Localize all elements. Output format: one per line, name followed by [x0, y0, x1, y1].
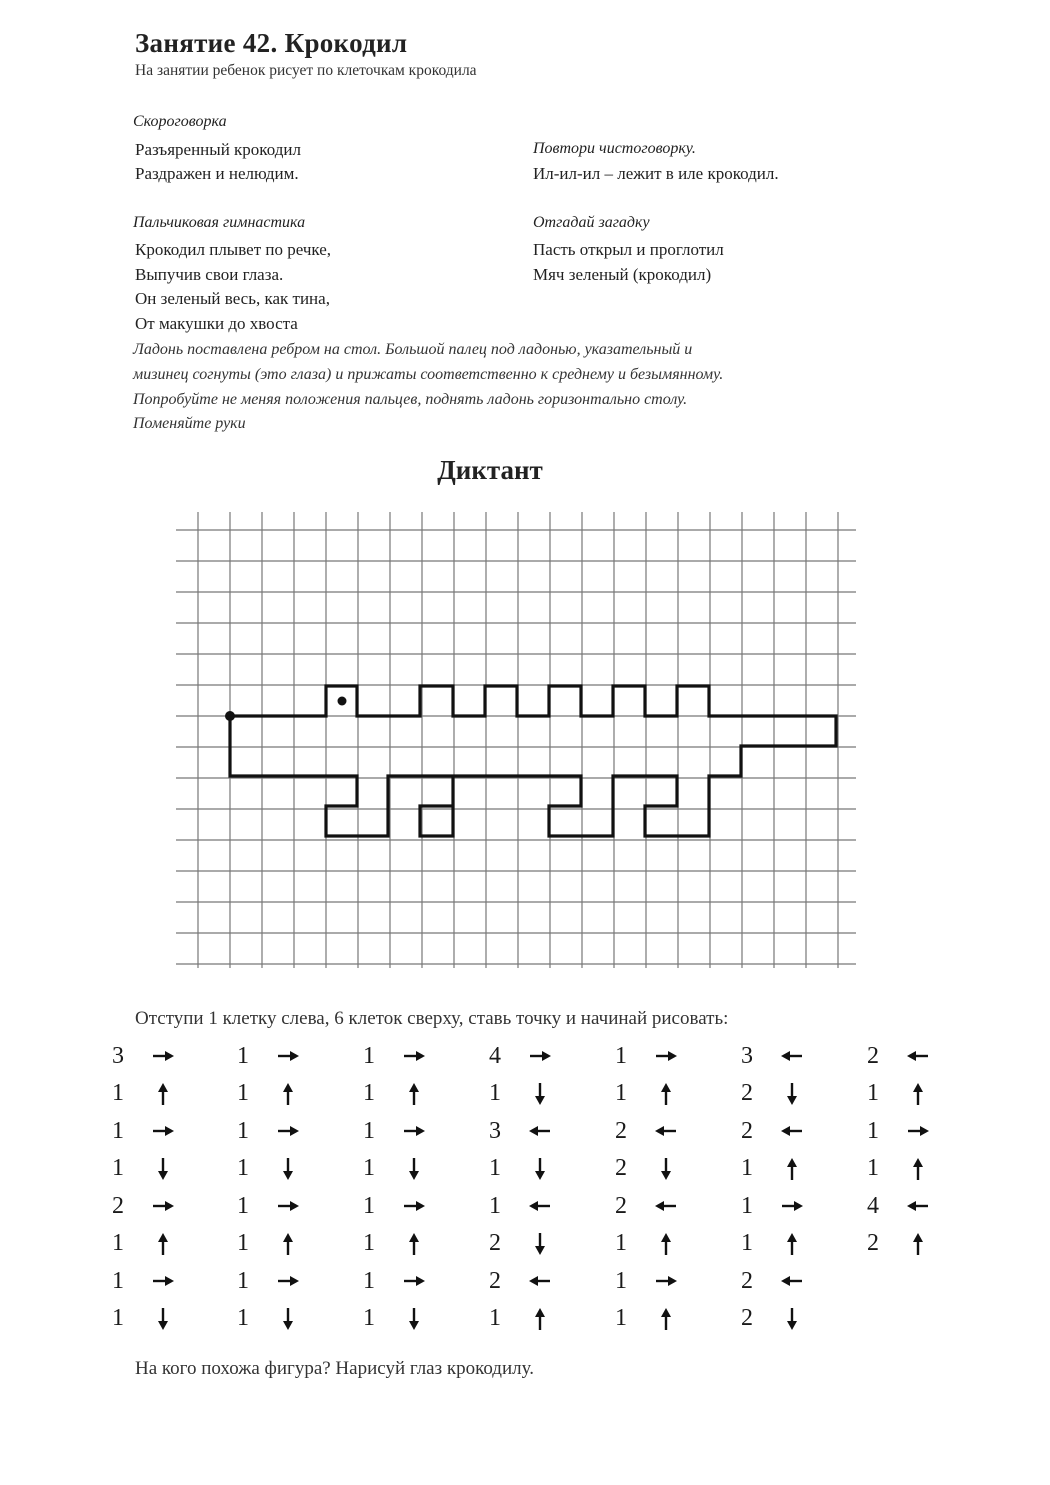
finger-gym-line: Он зеленый весь, как тина, [135, 289, 330, 308]
arrow-right-icon [527, 1043, 553, 1069]
step-count: 1 [615, 1042, 627, 1069]
dictation-step [489, 1153, 553, 1185]
dictation-step [741, 1303, 805, 1335]
step-count: 1 [363, 1230, 375, 1256]
step-count: 1 [363, 1080, 375, 1106]
arrow-right-icon [275, 1043, 301, 1069]
arrow-up-icon [905, 1156, 931, 1182]
dictation-step [489, 1265, 553, 1297]
step-count: 2 [741, 1267, 753, 1294]
step-count: 2 [112, 1192, 124, 1219]
dictation-step [363, 1115, 427, 1147]
step-count: 2 [867, 1042, 879, 1069]
arrow-left-icon [905, 1043, 931, 1069]
arrow-right-icon [401, 1268, 427, 1294]
step-count: 1 [237, 1042, 249, 1069]
arrow-right-icon [779, 1193, 805, 1219]
dictation-step [237, 1265, 301, 1297]
step-count: 1 [363, 1267, 375, 1294]
dictation-step [112, 1190, 176, 1222]
arrow-down-icon [527, 1081, 553, 1107]
arrow-down-icon [779, 1306, 805, 1332]
step-count: 1 [237, 1192, 249, 1219]
arrow-down-icon [653, 1156, 679, 1182]
dictation-step [489, 1190, 553, 1222]
dictation-step [112, 1040, 176, 1072]
step-count: 1 [112, 1117, 124, 1144]
arrow-right-icon [275, 1193, 301, 1219]
step-count: 2 [615, 1192, 627, 1219]
dictation-step [741, 1115, 805, 1147]
step-count: 2 [867, 1230, 879, 1256]
arrow-down-icon [275, 1156, 301, 1182]
step-count: 2 [741, 1305, 753, 1331]
start-dot [225, 711, 235, 721]
arrow-down-icon [150, 1156, 176, 1182]
arrow-left-icon [779, 1043, 805, 1069]
pure-phrase-line: Ил-ил-ил – лежит в иле крокодил. [533, 164, 779, 183]
instruction-note-line: Поменяйте руки [133, 415, 246, 432]
arrow-down-icon [401, 1306, 427, 1332]
arrow-right-icon [653, 1268, 679, 1294]
dictation-step [237, 1078, 301, 1110]
crocodile-outline [230, 686, 836, 836]
arrow-up-icon [150, 1081, 176, 1107]
arrow-down-icon [527, 1156, 553, 1182]
step-count: 1 [112, 1155, 124, 1181]
dictation-step [237, 1190, 301, 1222]
arrow-up-icon [779, 1156, 805, 1182]
step-count: 1 [237, 1230, 249, 1256]
arrow-left-icon [905, 1193, 931, 1219]
arrow-right-icon [150, 1043, 176, 1069]
step-count: 2 [741, 1080, 753, 1106]
arrow-left-icon [527, 1118, 553, 1144]
dictation-step [867, 1228, 931, 1260]
dictation-step [741, 1153, 805, 1185]
dictation-step [237, 1228, 301, 1260]
step-count: 1 [489, 1305, 501, 1331]
arrow-up-icon [275, 1081, 301, 1107]
dictation-step [741, 1190, 805, 1222]
arrow-up-icon [275, 1231, 301, 1257]
arrow-left-icon [653, 1193, 679, 1219]
pure-phrase-heading: Повтори чистоговорку. [533, 140, 696, 157]
step-count: 1 [112, 1230, 124, 1256]
arrow-left-icon [527, 1268, 553, 1294]
eye-dot [338, 697, 347, 706]
arrow-left-icon [527, 1193, 553, 1219]
arrow-right-icon [401, 1043, 427, 1069]
step-count: 3 [112, 1042, 124, 1069]
dictation-step [489, 1040, 553, 1072]
arrow-up-icon [527, 1306, 553, 1332]
dictation-step [363, 1153, 427, 1185]
riddle-heading: Отгадай загадку [533, 214, 650, 231]
step-count: 1 [112, 1305, 124, 1331]
dictation-step [363, 1303, 427, 1335]
step-count: 1 [237, 1117, 249, 1144]
step-count: 1 [741, 1155, 753, 1181]
dictation-step [615, 1190, 679, 1222]
dictation-step [489, 1228, 553, 1260]
step-count: 3 [489, 1117, 501, 1144]
arrow-right-icon [401, 1118, 427, 1144]
arrow-down-icon [150, 1306, 176, 1332]
dictation-step [237, 1153, 301, 1185]
step-count: 1 [363, 1192, 375, 1219]
step-count: 2 [741, 1117, 753, 1144]
dictation-step [867, 1190, 931, 1222]
arrow-up-icon [905, 1081, 931, 1107]
step-count: 2 [615, 1117, 627, 1144]
dictation-step [615, 1303, 679, 1335]
arrow-down-icon [401, 1156, 427, 1182]
instruction-note-line: Ладонь поставлена ребром на стол. Большой палец под ладонью, указательный и [133, 341, 693, 358]
finger-gym-line: От макушки до хвоста [135, 314, 298, 333]
arrow-left-icon [779, 1268, 805, 1294]
step-count: 1 [867, 1080, 879, 1106]
arrow-down-icon [779, 1081, 805, 1107]
step-count: 1 [615, 1230, 627, 1256]
step-count: 1 [237, 1305, 249, 1331]
dictation-step [741, 1228, 805, 1260]
arrow-right-icon [401, 1193, 427, 1219]
arrow-up-icon [401, 1231, 427, 1257]
dictation-step [112, 1303, 176, 1335]
step-count: 1 [237, 1080, 249, 1106]
step-count: 4 [489, 1042, 501, 1069]
dictation-step [867, 1078, 931, 1110]
step-count: 1 [112, 1080, 124, 1106]
dictation-step [237, 1303, 301, 1335]
dictation-step [615, 1228, 679, 1260]
dictation-step [112, 1265, 176, 1297]
finger-gym-line: Выпучив свои глаза. [135, 265, 284, 284]
dictation-step [363, 1040, 427, 1072]
arrow-left-icon [779, 1118, 805, 1144]
arrow-up-icon [905, 1231, 931, 1257]
tongue-twister-line: Разъяренный крокодил [135, 140, 301, 159]
arrow-right-icon [150, 1193, 176, 1219]
step-count: 1 [237, 1267, 249, 1294]
dictation-step [112, 1078, 176, 1110]
dictation-instruction: Отступи 1 клетку слева, 6 клеток сверху, ставь точку и начинай рисовать: [135, 1008, 729, 1029]
dictation-step [489, 1115, 553, 1147]
dictation-step [741, 1265, 805, 1297]
page-subtitle: На занятии ребенок рисует по клеточкам крокодила [135, 62, 477, 79]
step-count: 1 [867, 1155, 879, 1181]
arrow-up-icon [150, 1231, 176, 1257]
arrow-up-icon [653, 1306, 679, 1332]
step-count: 1 [363, 1042, 375, 1069]
step-count: 1 [237, 1155, 249, 1181]
step-count: 1 [741, 1192, 753, 1219]
finger-gym-line: Крокодил плывет по речке, [135, 240, 332, 259]
dictation-step [615, 1040, 679, 1072]
dictation-step [363, 1078, 427, 1110]
step-count: 2 [615, 1155, 627, 1181]
tongue-twister-heading: Скороговорка [133, 113, 227, 130]
dictation-step [112, 1228, 176, 1260]
dictation-step [237, 1115, 301, 1147]
step-count: 2 [489, 1267, 501, 1294]
dictation-step [489, 1078, 553, 1110]
tongue-twister-line: Раздражен и нелюдим. [135, 164, 299, 183]
arrow-down-icon [527, 1231, 553, 1257]
step-count: 1 [615, 1267, 627, 1294]
arrow-right-icon [150, 1268, 176, 1294]
dictation-step [867, 1040, 931, 1072]
dictation-step [867, 1153, 931, 1185]
arrow-left-icon [653, 1118, 679, 1144]
step-count: 1 [615, 1305, 627, 1331]
dictation-step [363, 1190, 427, 1222]
arrow-right-icon [653, 1043, 679, 1069]
arrow-up-icon [779, 1231, 805, 1257]
dictation-step [237, 1040, 301, 1072]
step-count: 1 [489, 1155, 501, 1181]
step-count: 1 [363, 1305, 375, 1331]
step-count: 1 [363, 1117, 375, 1144]
step-count: 1 [615, 1080, 627, 1106]
arrow-down-icon [275, 1306, 301, 1332]
step-count: 1 [741, 1230, 753, 1256]
instruction-note-line: Попробуйте не меняя положения пальцев, поднять ладонь горизонтально столу. [133, 391, 688, 408]
step-count: 1 [489, 1080, 501, 1106]
instruction-note-line: мизинец согнуты (это глаза) и прижаты соответственно к среднему и безымянному. [133, 366, 724, 383]
dictation-step [615, 1265, 679, 1297]
arrow-right-icon [905, 1118, 931, 1144]
step-count: 3 [741, 1042, 753, 1069]
dictation-step [741, 1040, 805, 1072]
step-count: 2 [489, 1230, 501, 1256]
closing-question: На кого похожа фигура? Нарисуй глаз крокодилу. [135, 1358, 534, 1379]
arrow-up-icon [653, 1231, 679, 1257]
step-count: 1 [867, 1117, 879, 1144]
riddle-line: Мяч зеленый (крокодил) [533, 265, 712, 284]
step-count: 4 [867, 1192, 879, 1219]
arrow-up-icon [653, 1081, 679, 1107]
riddle-line: Пасть открыл и проглотил [533, 240, 724, 259]
dictation-title: Диктант [437, 455, 543, 485]
dictation-step [489, 1303, 553, 1335]
step-count: 1 [363, 1155, 375, 1181]
dictation-step [363, 1265, 427, 1297]
finger-gym-heading: Пальчиковая гимнастика [133, 214, 306, 231]
dictation-step [112, 1153, 176, 1185]
dictation-step [615, 1115, 679, 1147]
dictation-step [615, 1078, 679, 1110]
dictation-step [112, 1115, 176, 1147]
step-count: 1 [489, 1192, 501, 1219]
arrow-right-icon [150, 1118, 176, 1144]
dictation-step [363, 1228, 427, 1260]
dictation-step [867, 1115, 931, 1147]
arrow-up-icon [401, 1081, 427, 1107]
dictation-step [615, 1153, 679, 1185]
dictation-step [741, 1078, 805, 1110]
step-count: 1 [112, 1267, 124, 1294]
arrow-right-icon [275, 1118, 301, 1144]
page-title: Занятие 42. Крокодил [135, 28, 408, 58]
arrow-right-icon [275, 1268, 301, 1294]
